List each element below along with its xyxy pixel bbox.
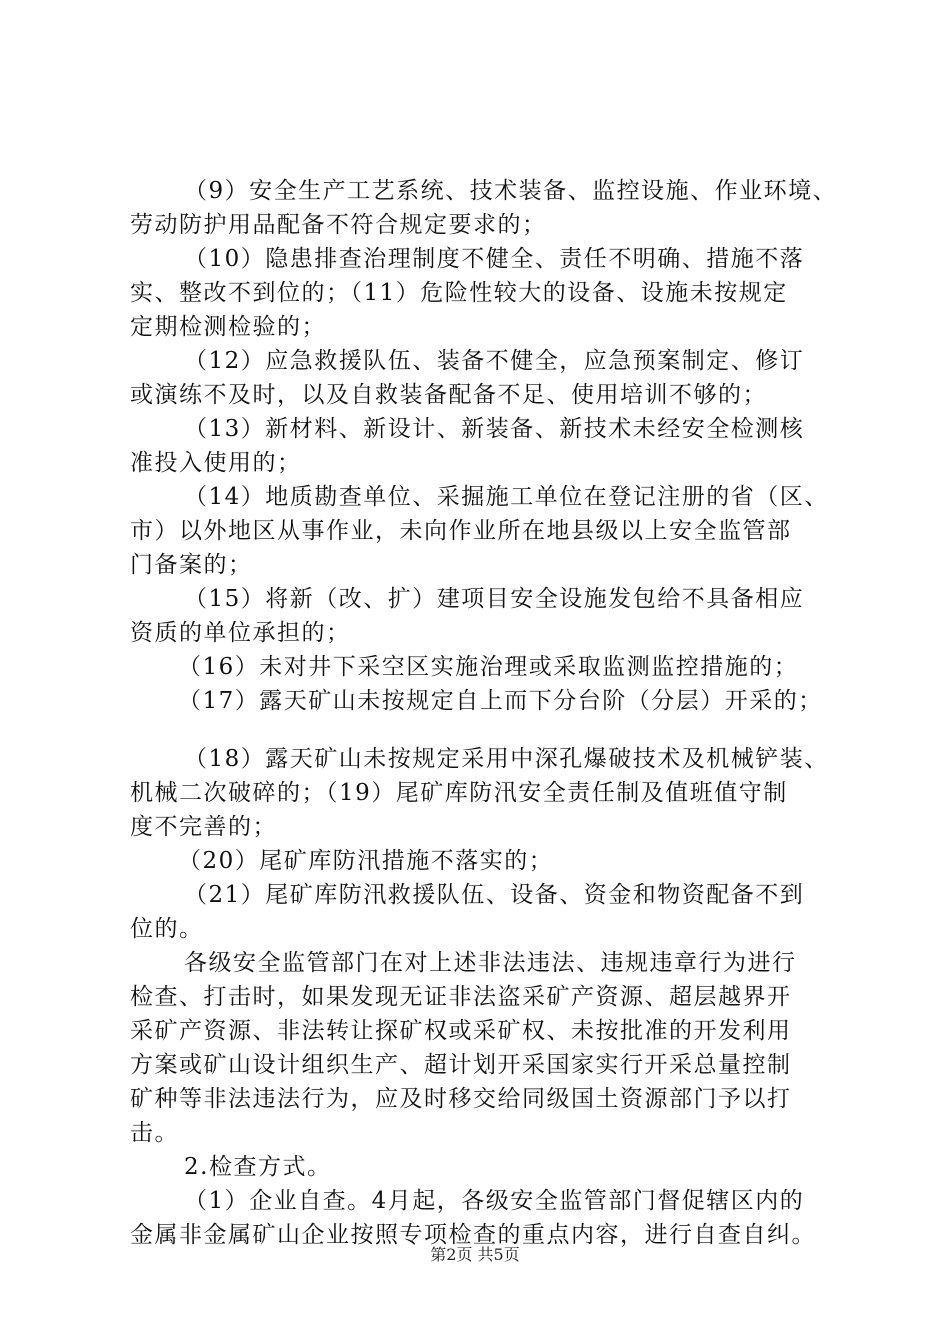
text-line: 位的。 <box>130 916 204 942</box>
text-line: （14）地质勘查单位、采掘施工单位在登记注册的省（区、 <box>184 484 829 510</box>
text-line: 门备案的； <box>130 552 253 578</box>
text-line: （20）尾矿库防汛措施不落实的； <box>178 848 554 874</box>
text-line: 度不完善的； <box>130 814 277 840</box>
text-line: （21）尾矿库防汛救援队伍、设备、资金和物资配备不到 <box>184 882 805 908</box>
text-line: （9）安全生产工艺系统、技术装备、监控设施、作业环境、 <box>184 178 838 204</box>
text-line: （1）企业自查。4月起，各级安全监管部门督促辖区内的 <box>184 1188 805 1214</box>
text-line: 矿种等非法违法行为，应及时移交给同级国土资源部门予以打 <box>130 1086 792 1112</box>
text-line: 定期检测检验的； <box>130 314 326 340</box>
text-line: 机械二次破碎的；（19）尾矿库防汛安全责任制及值班值守制 <box>130 780 788 806</box>
page-number-footer: 第2页 共5页 <box>430 1245 520 1264</box>
text-line: 各级安全监管部门在对上述非法违法、违规违章行为进行 <box>184 950 797 976</box>
text-line: 资质的单位承担的； <box>130 620 351 646</box>
text-line: （10）隐患排查治理制度不健全、责任不明确、措施不落 <box>184 246 805 272</box>
text-line: 实、整改不到位的；（11）危险性较大的设备、设施未按规定 <box>130 280 788 306</box>
text-line: （13）新材料、新设计、新装备、新技术未经安全检测核 <box>184 416 805 442</box>
text-line: （16）未对井下采空区实施治理或采取监测监控措施的； <box>178 654 799 680</box>
text-line: 金属非金属矿山企业按照专项检查的重点内容，进行自查自纠。 <box>130 1222 816 1248</box>
text-line: （18）露天矿山未按规定采用中深孔爆破技术及机械铲装、 <box>184 746 829 772</box>
text-line: （17）露天矿山未按规定自上而下分台阶（分层）开采的； <box>178 688 823 714</box>
text-line: 劳动防护用品配备不符合规定要求的； <box>130 212 547 238</box>
text-line: 方案或矿山设计组织生产、超计划开采国家实行开采总量控制 <box>130 1052 792 1078</box>
text-line: 2.检查方式。 <box>184 1154 332 1180</box>
text-line: （15）将新（改、扩）建项目安全设施发包给不具备相应 <box>184 586 805 612</box>
text-line: 击。 <box>130 1120 179 1146</box>
text-line: 采矿产资源、非法转让探矿权或采矿权、未按批准的开发利用 <box>130 1018 792 1044</box>
text-line: （12）应急救援队伍、装备不健全，应急预案制定、修订 <box>184 348 805 374</box>
text-line: 或演练不及时，以及自救装备配备不足、使用培训不够的； <box>130 382 767 408</box>
text-line: 检查、打击时，如果发现无证非法盗采矿产资源、超层越界开 <box>130 984 792 1010</box>
text-line: 市）以外地区从事作业，未向作业所在地县级以上安全监管部 <box>130 518 792 544</box>
text-line: 准投入使用的； <box>130 450 302 476</box>
